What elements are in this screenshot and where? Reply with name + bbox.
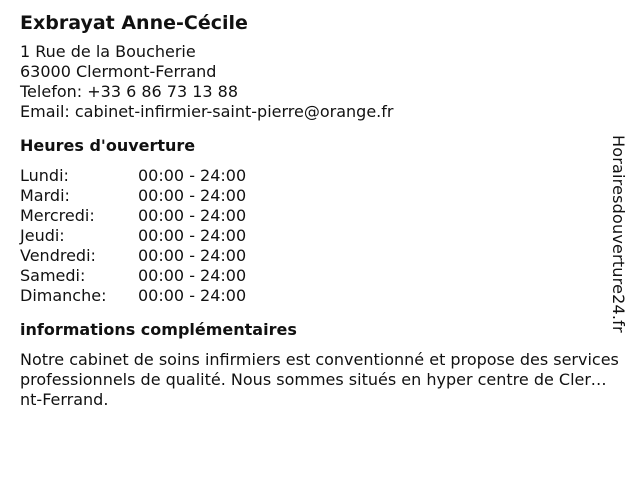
hours-row-sunday — [20, 286, 610, 306]
opening-hours-title: Heures d'ouverture — [20, 136, 196, 155]
hours-row-wednesday — [20, 206, 610, 226]
hours-row-tuesday — [20, 186, 610, 206]
day-label: Mardi: — [20, 186, 70, 205]
opening-hours-list — [20, 166, 610, 306]
time-range: 00:00 - 24:00 — [138, 166, 247, 185]
additional-info-title: informations complémentaires — [20, 320, 297, 339]
business-name: Exbrayat Anne-Cécile — [20, 12, 248, 34]
day-label: Samedi: — [20, 266, 86, 285]
address-street: 1 Rue de la Boucherie — [20, 42, 196, 61]
time-range: 00:00 - 24:00 — [138, 246, 247, 265]
hours-row-thursday — [20, 226, 610, 246]
contact-block — [20, 42, 610, 122]
address-city: 63000 Clermont-Ferrand — [20, 62, 217, 81]
day-label: Dimanche: — [20, 286, 107, 305]
time-range: 00:00 - 24:00 — [138, 266, 247, 285]
time-range: 00:00 - 24:00 — [138, 206, 247, 225]
hours-row-monday — [20, 166, 610, 186]
hours-row-saturday — [20, 266, 610, 286]
day-label: Jeudi: — [20, 226, 65, 245]
time-range: 00:00 - 24:00 — [138, 286, 247, 305]
site-watermark: Horairesdouverture24.fr — [609, 135, 628, 333]
email-address: Email: cabinet-infirmier-saint-pierre@orange.fr — [20, 102, 394, 121]
day-label: Vendredi: — [20, 246, 96, 265]
day-label: Mercredi: — [20, 206, 95, 225]
time-range: 00:00 - 24:00 — [138, 186, 247, 205]
additional-info-text: Notre cabinet de soins infirmiers est conventionné et propose des services professionnels de qualité. Nous sommes situés en hyper centre de Clermont-Ferrand. — [20, 350, 619, 409]
phone-number: Telefon: +33 6 86 73 13 88 — [20, 82, 239, 101]
day-label: Lundi: — [20, 166, 69, 185]
hours-row-friday — [20, 246, 610, 266]
time-range: 00:00 - 24:00 — [138, 226, 247, 245]
